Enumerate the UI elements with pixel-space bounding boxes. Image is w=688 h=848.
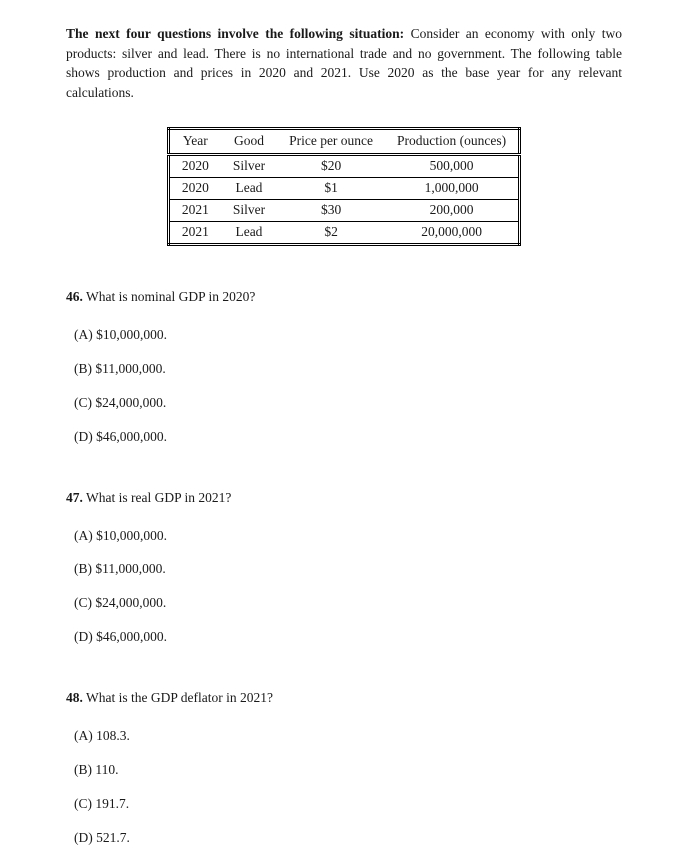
table-row [168,155,519,178]
question-text: What is real GDP in 2021? [86,489,232,505]
option-text: $10,000,000. [96,327,167,343]
cell-good: Silver [232,158,266,174]
option-d [74,829,622,848]
options-list [66,527,622,648]
option-label: (D) [74,428,93,444]
question-heading [66,689,622,708]
option-c [74,594,622,613]
option-text: $46,000,000. [96,629,167,645]
option-label: (A) [74,527,93,543]
question-46 [66,288,622,446]
question-47 [66,489,622,647]
option-text: 108.3. [96,728,130,744]
cell-price: $20 [320,158,342,174]
option-text: $11,000,000. [95,361,166,377]
question-text: What is nominal GDP in 2020? [86,289,256,305]
cell-good: Lead [221,222,277,245]
cell-year: 2020 [181,158,209,174]
option-d [74,428,622,447]
question-number: 48. [66,690,83,706]
option-text: 110. [95,761,119,777]
option-text: 521.7. [96,829,130,845]
question-heading [66,288,622,307]
cell-production: 20,000,000 [385,222,520,245]
production-prices-table [167,127,521,246]
intro-body-text: Consider an economy with only two products: silver and lead. There is no international trade and no government. The following table shows production and prices in 2020 and 2021. Use 2020 as the base year for any relevant calculations. [66,26,622,100]
option-text: $46,000,000. [96,428,167,444]
option-b [74,560,622,579]
cell-good: Silver [221,200,277,222]
table-header-row [168,129,519,155]
col-header-price: Price per ounce [277,129,385,155]
table-row [168,178,519,200]
question-text: What is the GDP deflator in 2021? [86,690,273,706]
options-list [66,326,622,447]
cell-production: 500,000 [429,158,474,174]
option-text: 191.7. [95,795,130,811]
col-header-production: Production (ounces) [385,129,520,155]
option-text: $10,000,000. [96,527,167,543]
table-body [168,155,519,245]
option-b [74,360,622,379]
option-label: (B) [74,561,92,577]
option-label: (C) [74,795,92,811]
option-a [74,727,622,746]
cell-year: 2021 [168,200,221,222]
cell-production: 200,000 [385,200,520,222]
option-a [74,326,622,345]
option-label: (B) [74,361,92,377]
cell-production: 1,000,000 [385,178,520,200]
intro-paragraph [66,24,622,102]
option-text: $24,000,000. [95,394,167,410]
option-label: (A) [74,728,93,744]
option-text: $11,000,000. [95,561,166,577]
option-c [74,394,622,413]
option-d [74,628,622,647]
question-number: 46. [66,289,83,305]
cell-year: 2021 [168,222,221,245]
question-48 [66,689,622,847]
cell-price: $1 [277,178,385,200]
question-heading [66,489,622,508]
intro-bold-lead: The next four questions involve the following situation: [66,26,405,41]
col-header-good: Good [221,129,277,155]
question-number: 47. [66,489,83,505]
options-list [66,727,622,848]
option-label: (C) [74,595,92,611]
cell-price: $30 [277,200,385,222]
option-c [74,795,622,814]
cell-price: $2 [277,222,385,245]
option-label: (A) [74,327,93,343]
table-row [168,222,519,245]
table-row [168,200,519,222]
option-label: (B) [74,761,92,777]
cell-good: Lead [221,178,277,200]
col-header-year: Year [168,129,221,155]
option-label: (D) [74,629,93,645]
option-text: $24,000,000. [95,595,167,611]
table-header [168,129,519,155]
option-b [74,761,622,780]
option-label: (C) [74,394,92,410]
option-label: (D) [74,829,93,845]
cell-year: 2020 [168,178,221,200]
option-a [74,527,622,546]
